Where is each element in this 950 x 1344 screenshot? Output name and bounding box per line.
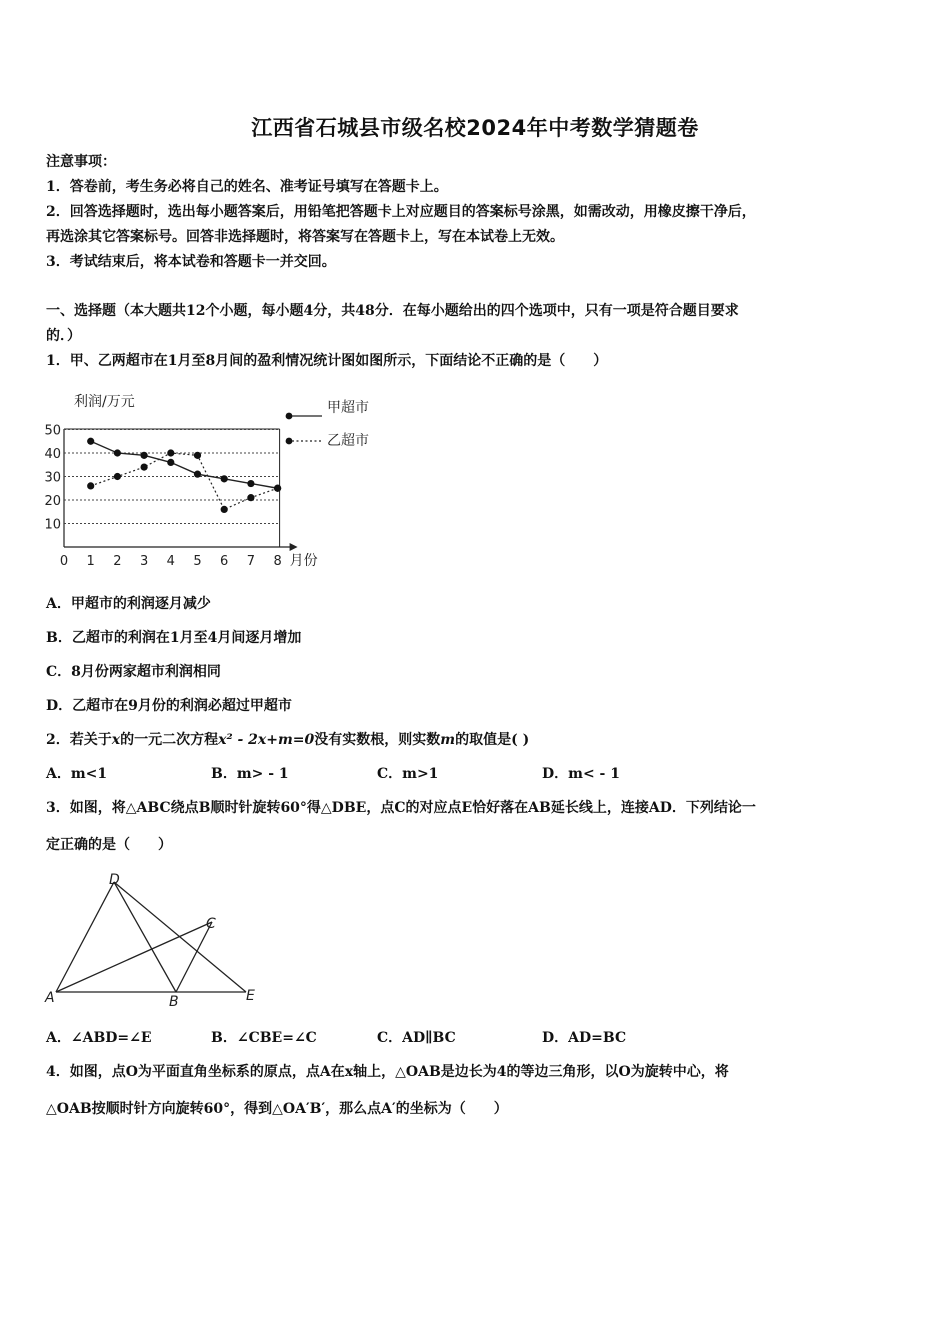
series-2-point — [167, 449, 174, 456]
label-b: B — [169, 994, 179, 1010]
segment-ac — [56, 922, 212, 992]
q1-profit-chart — [42, 384, 402, 574]
q2-var-x: x — [111, 732, 121, 748]
series-1-point — [114, 449, 121, 456]
series-2-point — [221, 506, 228, 513]
legend-marker-2 — [286, 438, 293, 445]
q1-stem: 1．甲、乙两超市在1月至8月间的盈利情况统计图如图所示，下面结论不正确的是（ ） — [46, 353, 608, 369]
y-tick-label: 40 — [44, 447, 61, 462]
x-tick-label: 2 — [113, 554, 122, 569]
x-tick-label: 5 — [193, 554, 202, 569]
q2-text-3: 没有实数根，则实数 — [314, 732, 441, 748]
x-tick-label: 3 — [139, 554, 149, 569]
x-tick-label: 4 — [166, 554, 175, 569]
q3-stem: 3．如图，将△ABC绕点B顺时针旋转60°得△DBE，点C的对应点E恰好落在AB延长线上，连接AD．下列结论一 — [46, 800, 756, 816]
q1-option-a: A．甲超市的利润逐月减少 — [46, 596, 211, 612]
x-tick-label: 8 — [273, 554, 282, 569]
q2-text-4: 的取值是( ) — [455, 732, 530, 748]
q2-stem — [46, 730, 906, 750]
q2-option-a: A．m<1 — [46, 766, 108, 782]
q3-triangle-figure — [42, 870, 272, 1010]
notice-item-2: 2．回答选择题时，选出每小题答案后，用铅笔把答题卡上对应题目的答案标号涂黑，如需改动，用橡皮擦干净后， — [46, 204, 756, 220]
q3-option-a: A．∠ABD=∠E — [46, 1030, 152, 1046]
legend-label-1: 甲超市 — [327, 400, 369, 416]
section-heading-cont: 的．） — [46, 328, 81, 344]
series-2-point — [247, 494, 254, 501]
series-1-point — [87, 438, 94, 445]
y-tick-label: 50 — [44, 423, 61, 439]
notice-item-1: 1．答卷前，考生务必将自己的姓名、准考证号填写在答题卡上。 — [46, 179, 448, 195]
segment-db — [114, 882, 176, 992]
q1-option-b: B．乙超市的利润在1月至4月间逐月增加 — [46, 630, 302, 646]
q2-text-1: 2．若关于 — [46, 732, 112, 748]
notice-item-3: 3．考试结束后，将本试卷和答题卡一并交回。 — [46, 254, 336, 270]
series-1-point — [247, 480, 254, 487]
q2-option-d: D．m< - 1 — [542, 766, 620, 782]
legend-label-2: 乙超市 — [327, 433, 369, 449]
x-tick-label: 0 — [59, 554, 69, 569]
label-d: D — [109, 872, 120, 888]
q3-stem-cont: 定正确的是（ ） — [46, 837, 172, 853]
series-2-point — [87, 482, 94, 489]
series-1-point — [194, 471, 201, 478]
q2-var-m: m — [440, 732, 456, 748]
q4-stem: 4．如图，点O为平面直角坐标系的原点，点A在x轴上，△OAB是边长为4的等边三角形，以O为旋转中心，将 — [46, 1064, 729, 1080]
x-tick-label: 1 — [86, 554, 95, 569]
x-tick-label: 6 — [220, 554, 229, 569]
series-2-point — [141, 464, 148, 471]
q1-option-c: C．8月份两家超市利润相同 — [46, 664, 221, 680]
notice-item-2-cont: 再选涂其它答案标号。回答非选择题时，将答案写在答题卡上，写在本试卷上无效。 — [46, 229, 564, 245]
legend-marker-1 — [286, 413, 293, 420]
series-2-point — [114, 473, 121, 480]
q3-option-d: D．AD=BC — [542, 1030, 627, 1046]
series-1-point — [141, 452, 148, 459]
y-axis-label: 利润/万元 — [74, 394, 135, 410]
section-heading: 一、选择题（本大题共12个小题，每小题4分，共48分．在每小题给出的四个选项中，只有一项是符合题目要求 — [46, 303, 739, 319]
q1-option-d: D．乙超市在9月份的利润必超过甲超市 — [46, 698, 292, 714]
y-tick-label: 30 — [44, 470, 61, 486]
q3-option-c: C．AD∥BC — [377, 1030, 456, 1046]
y-tick-label: 20 — [44, 494, 61, 509]
q2-option-c: C．m>1 — [377, 766, 439, 782]
q2-option-b: B．m> - 1 — [211, 766, 289, 782]
segment-bc — [176, 922, 212, 992]
series-2-point — [194, 452, 201, 459]
series-1-point — [221, 475, 228, 482]
series-1-point — [167, 459, 174, 466]
x-axis-label: 月份 — [289, 553, 318, 569]
x-axis-arrow — [290, 543, 298, 551]
segment-ad — [56, 882, 114, 992]
label-e: E — [246, 988, 255, 1004]
q3-option-b: B．∠CBE=∠C — [211, 1030, 317, 1046]
y-tick-label: 10 — [44, 517, 61, 533]
label-a: A — [45, 990, 55, 1006]
q2-text-2: 的一元二次方程 — [120, 732, 219, 748]
q2-equation: x² - 2x+m=0 — [218, 732, 315, 748]
x-tick-label: 7 — [246, 554, 256, 569]
notice-heading: 注意事项： — [46, 154, 116, 170]
label-c: C — [206, 916, 216, 932]
page-title: 江西省石城县市级名校2024年中考数学猜题卷 — [251, 116, 699, 140]
q4-stem-cont: △OAB按顺时针方向旋转60°，得到△OA′B′，那么点A′的坐标为（ ） — [46, 1101, 508, 1117]
series-2-point — [274, 485, 281, 492]
